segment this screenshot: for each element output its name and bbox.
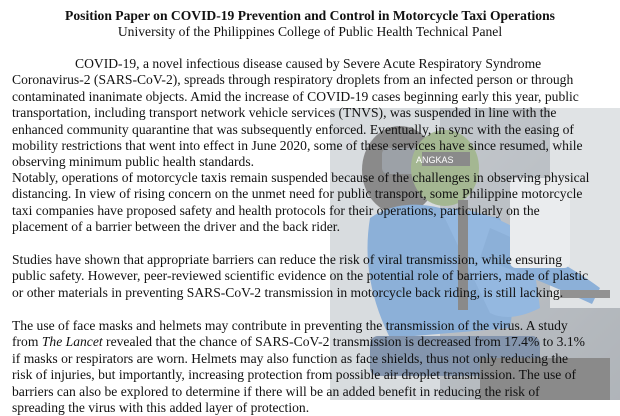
paragraph-line: public safety. However, peer-reviewed scientific evidence on the potential role of barriers, made of plastic [12, 268, 589, 284]
citation-text: revealed that the chance of SARS-CoV-2 transmission is decreased from 17.4% to 3.1% [106, 334, 585, 350]
paragraph-line: enhanced community quarantine that was subsequently enforced. Eventually, in sync with the easing of [12, 121, 574, 137]
helmet-brand-label: ANGKAS [416, 155, 454, 165]
paragraph-line: if masks or respirators are worn. Helmets may also function as face shields, thus not only reducing the [12, 350, 569, 366]
paragraph-line: transportation, including transport network vehicle services (TNVS), was suspended in line with the [12, 105, 557, 121]
paragraph-line: COVID-19, a novel infectious disease caused by Severe Acute Respiratory Syndrome [75, 56, 542, 71]
paragraph-intro [12, 56, 614, 171]
paragraph-barriers [12, 252, 614, 301]
paragraph-line: distancing. In view of rising concern on the unmet need for public transport, some Philippine motorcycle [12, 186, 583, 202]
paragraph-line: mobility restrictions that went into effect in June 2020, some of these services have since resumed, while [12, 138, 583, 154]
paragraph-line: observing minimum public health standards. [12, 154, 255, 170]
paragraph-line: placement of a barrier between the driver and the back rider. [12, 219, 340, 235]
paragraph-line: barriers can also be explored to determine if there will be an added benefit in reducing the risk of [12, 383, 540, 399]
document-subtitle: University of the Philippines College of Public Health Technical Panel [117, 24, 503, 39]
paragraph-line: Notably, operations of motorcycle taxis remain suspended because of the challenges in observing physical [12, 170, 590, 185]
paragraph-line: spreading the virus with this added layer of protection. [12, 400, 310, 416]
paragraph-line-citation [12, 334, 614, 350]
paragraph-masks-helmets [12, 318, 614, 416]
paragraph-line: The use of face masks and helmets may contribute in preventing the transmission of the virus. A study [12, 318, 568, 333]
document-title: Position Paper on COVID-19 Prevention and Control in Motorcycle Taxi Operations [65, 8, 555, 23]
paragraph-line: Coronavirus-2 (SARS-CoV-2), spreads through respiratory droplets from an infected person or through [12, 72, 574, 88]
journal-name: The Lancet [41, 334, 103, 350]
paragraph-line: taxi companies have proposed safety and health protocols for their operations, particularly on the [12, 202, 540, 218]
paragraph-line: contaminated inanimate objects. Amid the increase of COVID-19 cases beginning early this year, public [12, 88, 579, 104]
paragraph-line: risk of injuries, but importantly, increasing protection from possible air droplet transmission. The use of [12, 367, 577, 383]
citation-prefix: from [12, 334, 39, 350]
paragraph-line: Studies have shown that appropriate barriers can reduce the risk of viral transmission, while ensuring [12, 252, 563, 267]
paragraph-line: or other materials in preventing SARS-CoV-2 transmission in motorcycle back riding, is still lacking. [12, 284, 564, 300]
paragraph-motorcycle-taxis [12, 170, 614, 236]
